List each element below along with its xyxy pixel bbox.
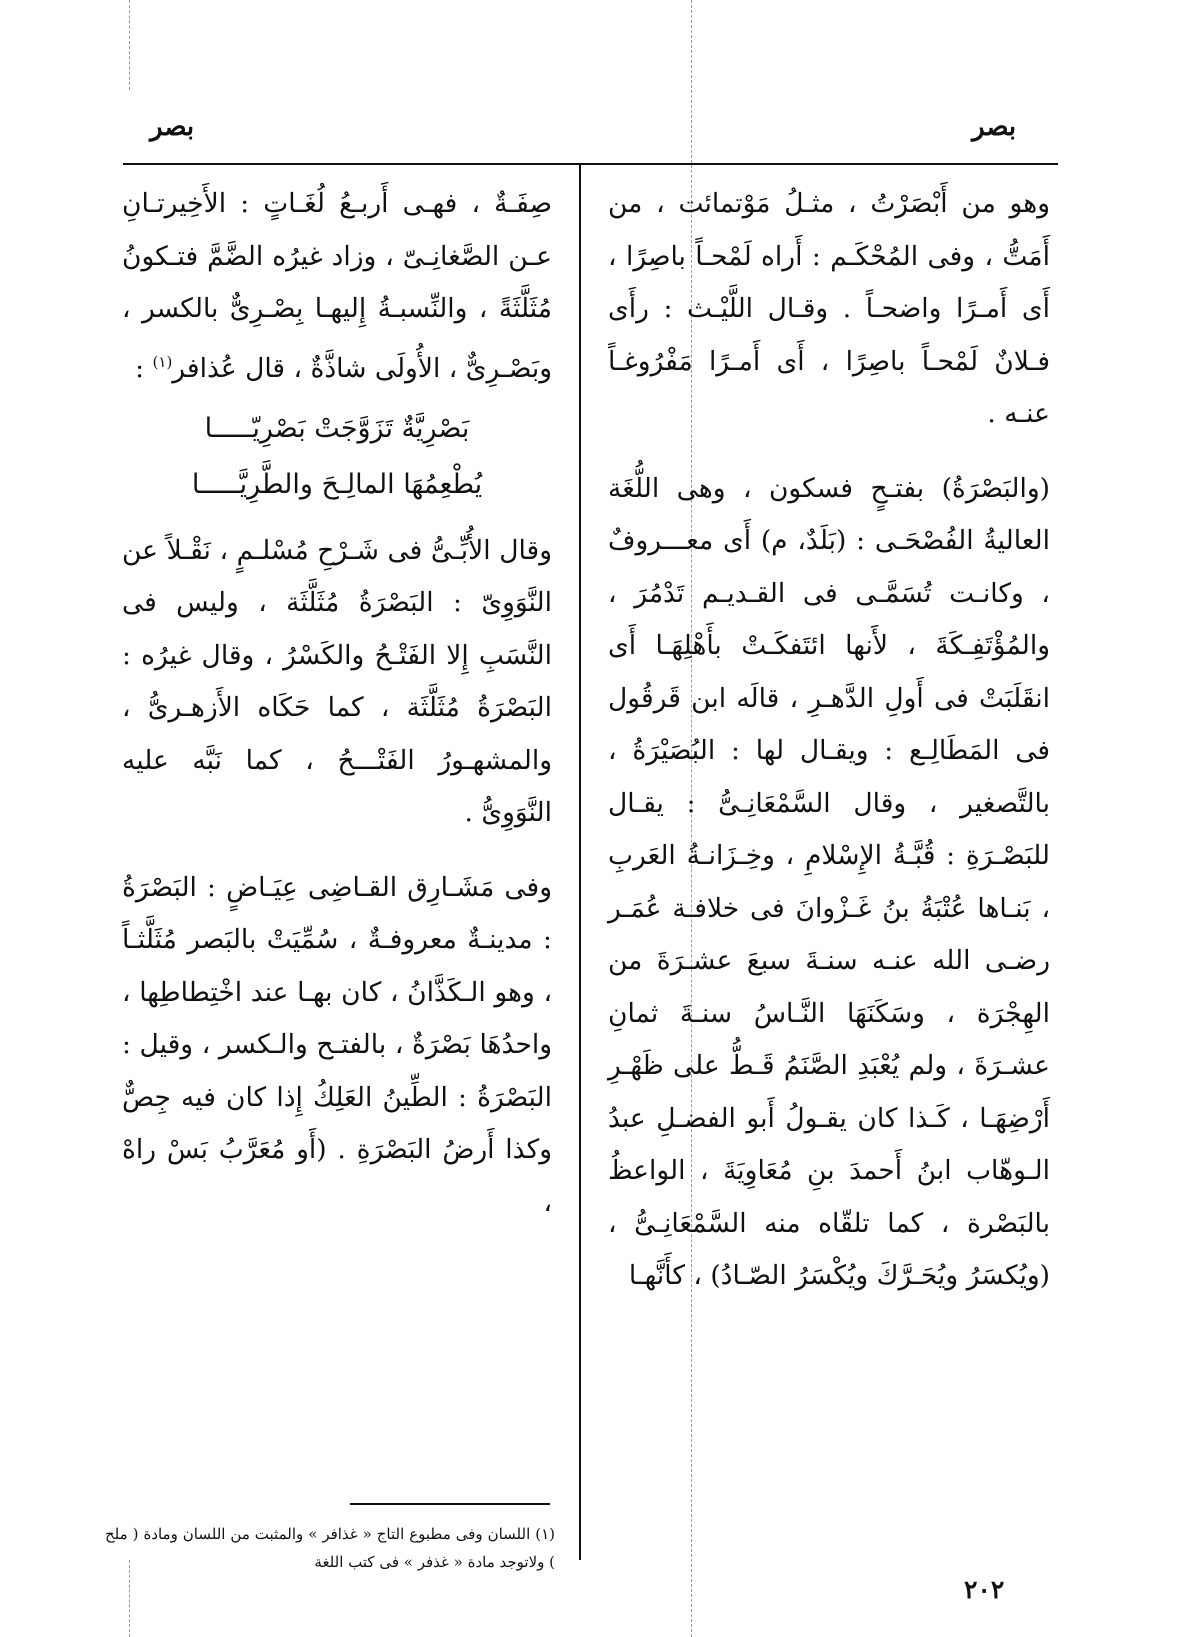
left-column (122, 178, 552, 1229)
left-paragraph-3: وفى مَشَـارِق القـاضِى عِيَـاضٍ : البَصْرَةُ : مدينـةٌ معروفـةٌ ، سُمِّيَتْ بالبَصر مُثَلَّثـاً ، وهو الـكَذَّانُ ، كان بهـا عند اخْتِطاطِها ، واحدُهَا بَصْرَةٌ ، بالفتـح والـكسر ، وقيل : البَصْرَةُ : الطِّينُ العَلِكُ إِذا كان فيه جِصٌّ وكذا أَرضُ البَصْرَةِ . (أَو مُعَرَّبُ بَسْ راهْ ، (122, 871, 552, 1218)
scan-edge-mark (129, 0, 130, 90)
left-paragraph-1-end: : (135, 352, 153, 384)
running-head-left: بصر (150, 112, 195, 142)
right-column (608, 178, 1050, 1303)
column-divider (579, 165, 581, 1560)
left-paragraph-1-text: صِفَـةٌ ، فهـى أَربـعُ لُغَـاتٍ : الأَخِيرتـانِ عـن الصَّغانِـىّ ، وزاد غيرُه الضَّمَّ فتـكونُ مُثَلَّثَةً ، والنِّسبـةُ إِليهـا بِصْـرِىٌّ بالكسر ، وبَصْـرِىٌّ ، الأُولَى شاذَّةٌ ، قال عُذافر (122, 188, 552, 384)
poem-line: بَصْرِيَّةٌ تَزَوَّجَتْ بَصْرِيّـــــا (204, 412, 470, 444)
footnote-rule (350, 1503, 550, 1505)
right-paragraph-2: (والبَصْرَةُ) بفتـحٍ فسكون ، وهى اللُّغَة العاليةُ الفُصْحَـى : (بَلَدٌ، م) أَى معـــروفٌ ، وكانـت تُسَمَّـى فى القـديـم تَدْمُرَ ، والمُؤْتَفِـكَةَ ، لأَنها ائتَفكَـتْ بأَهْلِهَـا أَى انقَلَبَتْ فى أَولِ الدَّهـرِ ، قالَه ابن قَرقُول فى المَطَالِـع : ويقـال لها : البُصَيْرَةُ ، بالتَّصغير ، وقال السَّمْعَانِـىُّ : يقـال للبَصْـرَةِ : قُبَّـةُ الإِسْلامِ ، وخِـزَانـةُ العَربِ ، بَنـاها عُتْبَةُ بنُ غَـزْوانَ فى خلافـة عُمَـر رضـى الله عنـه سنـةَ سبعَ عشـرَةَ من الهِجْرَة ، وسَكَنَهَا النَّـاسُ سنـةَ ثمانِ عشـرَةَ ، ولم يُعْبَدِ الصَّنَمُ قَـطُّ على ظَهْـرِ أَرْضِهَـا ، كَـذا كان يقـولُ أَبو الفضـلِ عبدُ الـوهّاب ابنُ أَحمدَ بنِ مُعَاوِيَةَ ، الواعظُ بالبَصْرة ، كما تلقّاه منه السَّمْعَانِـىُّ ، (ويُكسَرُ ويُحَـرَّكَ ويُكْسَرُ الصّـادُ) ، كأَنَّهـا (608, 472, 1050, 1291)
header-rule (123, 163, 1058, 165)
right-paragraph-1: وهو من أَبْصَرْتُ ، مثـلُ مَوْتمائت ، من أَمَتُّ ، وفى المُحْكَـم : أَراه لَمْحـاً باصِرًا ، أَى أَمـرًا واضحـاً . وقـال اللَّيْـث : رأَى فـلانٌ لَمْحـاً باصِرًا ، أَى أَمـرًا مَفْرُوغـاً عنـه . (608, 188, 1050, 429)
footnote: (١) اللسان وفى مطبوع التاج « غذافر » والمثبت من اللسان ومادة ( ملح ) ولاتوجد مادة « غذفر » فى كتب اللغة (105, 1525, 555, 1571)
page-number: ٢٠٢ (964, 1575, 1005, 1604)
poem-verse (122, 401, 552, 513)
left-paragraph-2: وقال الأُبِّـىُّ فى شَـرْحِ مُسْلـمٍ ، نَقْـلاً عن النَّوَوِىّ : البَصْرَةُ مُثَلَّثَة ، وليس فى النَّسَبِ إِلا الفَتْـحُ والكَسْرُ ، وقال غيرُه : البَصْرَةُ مُثَلَّثَة ، كما حَكَاه الأَزهـرىُّ ، والمشهـورُ الفَتْـــحُ ، كما نَبَّه عليه النَّوَوِىُّ . (122, 534, 552, 829)
left-paragraph-1 (122, 178, 552, 395)
footnote-marker: (١) (152, 352, 173, 371)
running-head-right: بصر (972, 112, 1017, 142)
poem-line: يُطْعِمُهَا المالِـحَ والطَّرِيَّـــــا (191, 468, 483, 500)
